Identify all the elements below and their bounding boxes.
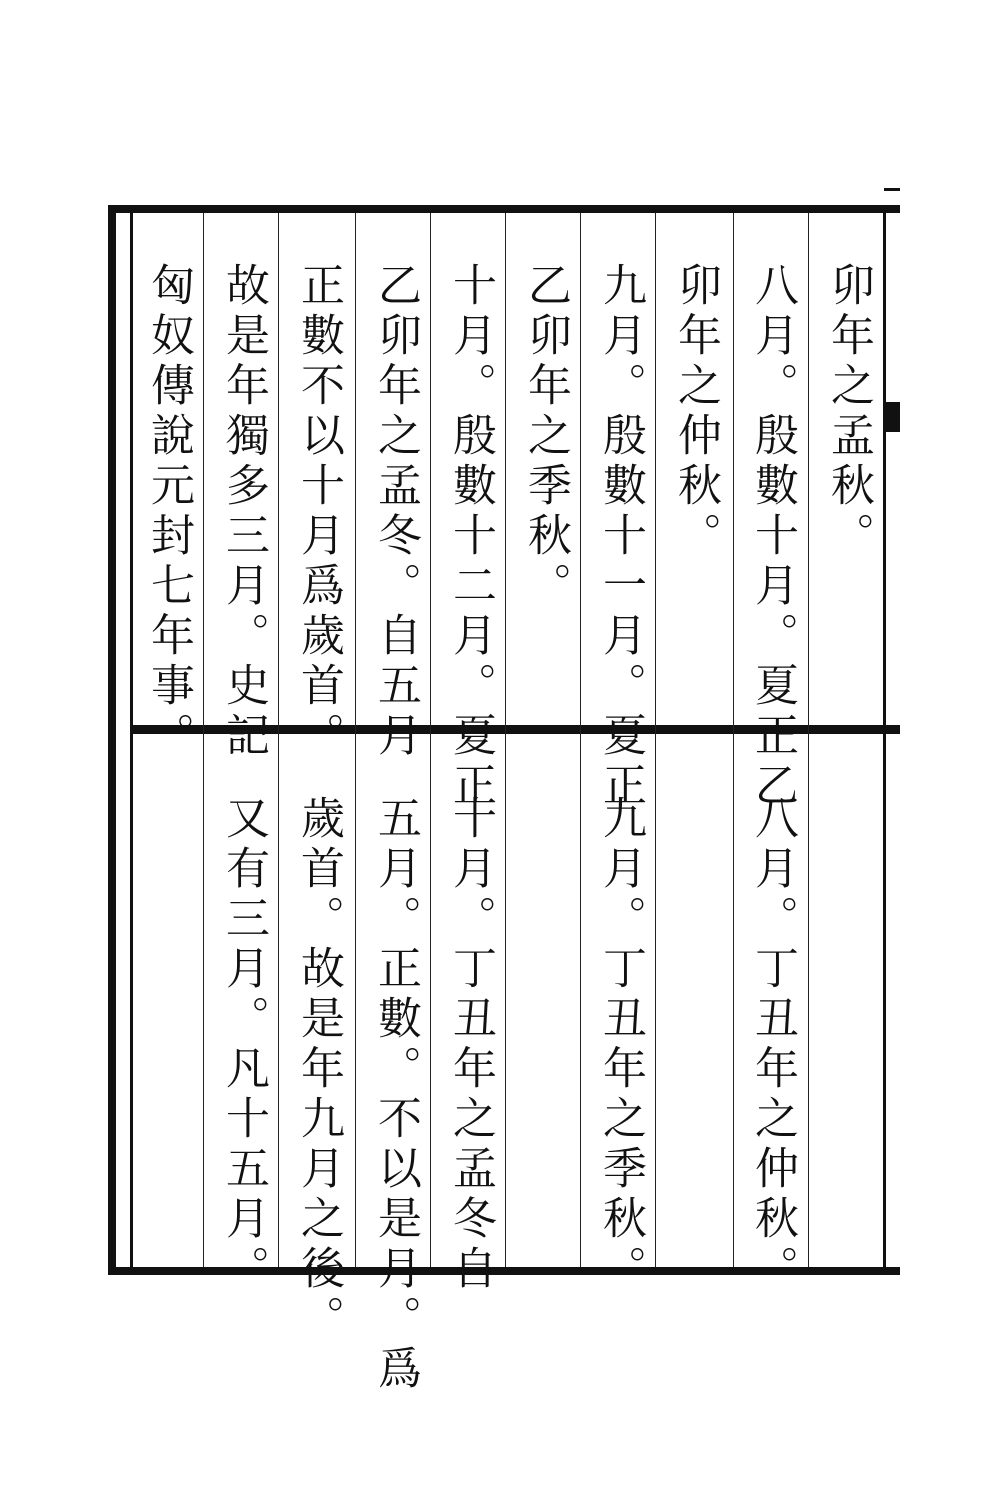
frame-inner-left-border (130, 213, 133, 1267)
frame-right-edge (883, 205, 886, 1267)
upper-column-5: 乙卯年之季秋。 (520, 262, 571, 612)
lower-column-7: 五月。正數。不以是月。爲 (370, 795, 421, 1395)
upper-column-1: 卯年之孟秋。 (823, 262, 874, 562)
upper-column-8: 正數不以十月爲歲首。 (293, 262, 344, 762)
column-rule (655, 213, 656, 1267)
upper-column-4: 九月。殷數十一月。夏正 (595, 262, 646, 812)
upper-column-3: 卯年之仲秋。 (670, 262, 721, 562)
column-rule (733, 213, 734, 1267)
column-rule (355, 213, 356, 1267)
lower-column-9: 又有三月。凡十五月。 (218, 795, 269, 1295)
lower-column-4: 九月。丁丑年之季秋。 (595, 795, 646, 1295)
frame-top-border (108, 205, 900, 213)
frame-left-border (108, 205, 116, 1275)
lower-column-2: 八月。丁丑年之仲秋。 (747, 795, 798, 1295)
column-rule (278, 213, 279, 1267)
fold-mark (884, 402, 900, 432)
upper-column-7: 乙卯年之孟冬。自五月 (370, 262, 421, 762)
upper-column-6: 十月。殷數十二月。夏正 (445, 262, 496, 812)
upper-column-2: 八月。殷數十月。夏正乙 (747, 262, 798, 812)
column-rule (808, 213, 809, 1267)
upper-column-10: 匈奴傳說元封七年事。 (143, 262, 194, 762)
lower-column-8: 歲首。故是年九月之後。 (293, 795, 344, 1345)
column-rule (580, 213, 581, 1267)
fold-line (884, 188, 900, 191)
upper-column-9: 故是年獨多三月。史記 (218, 262, 269, 762)
column-rule (203, 213, 204, 1267)
lower-column-6: 十月。丁丑年之孟冬自 (445, 795, 496, 1295)
column-rule (430, 213, 431, 1267)
column-rule (505, 213, 506, 1267)
